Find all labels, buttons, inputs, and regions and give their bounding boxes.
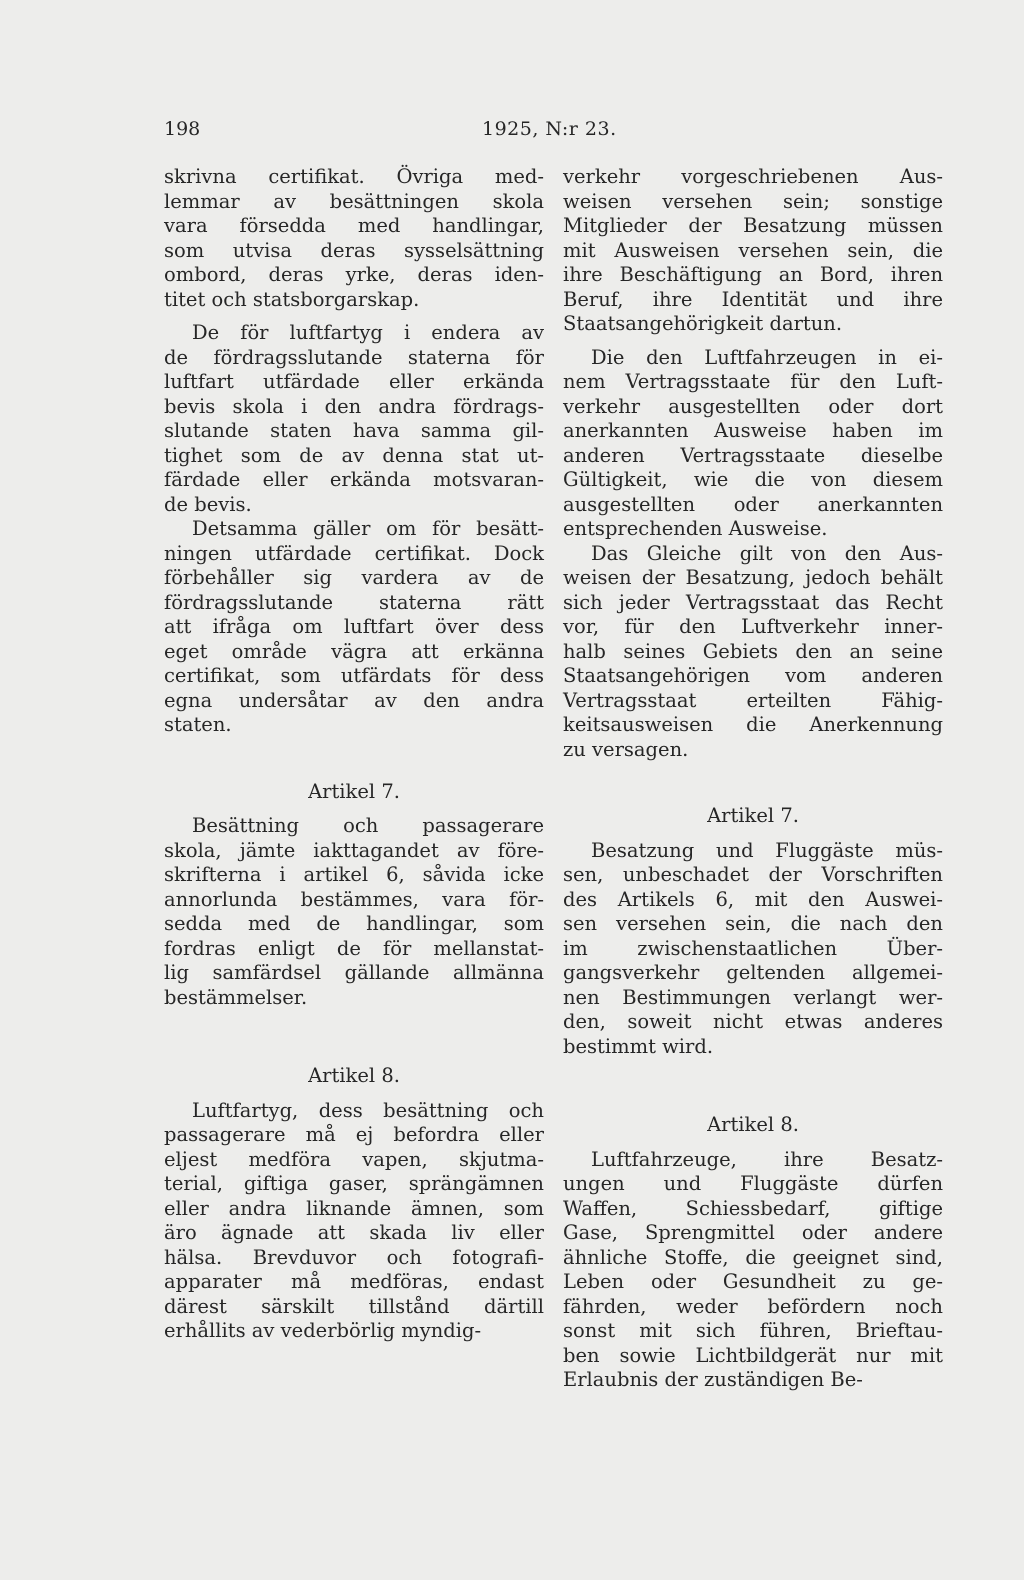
text-line: Vertragsstaat erteilten Fähig- xyxy=(563,688,943,712)
text-line: anerkannten Ausweise haben im xyxy=(563,419,943,442)
text-line: vara försedda med handlingar, xyxy=(164,214,544,237)
text-line: fördragsslutande staterna rätt xyxy=(164,590,544,614)
text-line: anderen Vertragsstaate dieselbe xyxy=(563,443,943,467)
art8-heading-right: Artikel 8. xyxy=(707,1113,799,1136)
text-line: ningen utfärdade certifikat. Dock xyxy=(164,541,544,565)
text-line: certifikat, som utfärdats för dess xyxy=(164,664,544,687)
text-line: sonst mit sich führen, Brieftau- xyxy=(563,1319,943,1342)
text-line: vor, für den Luftverkehr inner- xyxy=(563,615,943,638)
text-line: egna undersåtar av den andra xyxy=(164,688,544,712)
text-line: ihre Beschäftigung an Bord, ihren xyxy=(563,263,943,286)
text-line: Staatsangehörigkeit dartun. xyxy=(563,312,843,335)
text-line: bevis skola i den andra fördrags- xyxy=(164,394,544,418)
text-line: gangsverkehr geltenden allgemei- xyxy=(563,961,943,984)
text-line: lig samfärdsel gällande allmänna xyxy=(164,961,544,984)
paragraph-p3-left xyxy=(164,517,544,738)
text-line: halb seines Gebiets den an seine xyxy=(563,639,943,663)
art8-heading-left: Artikel 8. xyxy=(308,1064,400,1087)
paragraph-p1-right xyxy=(563,165,943,337)
text-line: ben sowie Lichtbildgerät nur mit xyxy=(563,1343,943,1367)
text-line: annorlunda bestämmes, vara för- xyxy=(164,887,544,911)
text-line: Luftfahrzeuge, ihre Besatz- xyxy=(591,1147,943,1171)
text-line: mit Ausweisen versehen sein, die xyxy=(563,238,943,262)
page-number: 198 xyxy=(164,118,201,140)
text-line: Waffen, Schiessbedarf, giftige xyxy=(563,1196,943,1220)
swedish-column xyxy=(164,165,544,1344)
text-line: ungen und Fluggäste dürfen xyxy=(563,1172,943,1195)
text-line: luftfart utfärdade eller erkända xyxy=(164,370,544,393)
german-column xyxy=(563,165,943,1393)
text-line: den, soweit nicht etwas anderes xyxy=(563,1010,943,1033)
text-line: Die den Luftfahrzeugen in ei- xyxy=(591,345,943,369)
text-line: weisen der Besatzung, jedoch behält xyxy=(563,566,943,589)
text-line: Mitglieder der Besatzung müssen xyxy=(563,214,943,237)
text-line: att ifråga om luftfart över dess xyxy=(164,615,544,638)
paragraph-p2-right xyxy=(563,346,943,542)
art7-heading-right: Artikel 7. xyxy=(707,804,799,827)
paragraph-art8-left xyxy=(164,1099,544,1344)
text-line: Luftfartyg, dess besättning och xyxy=(192,1098,544,1122)
text-line: Detsamma gäller om för besätt- xyxy=(192,517,544,540)
text-line: de fördragsslutande staterna för xyxy=(164,345,544,369)
text-line: Leben oder Gesundheit zu ge- xyxy=(563,1270,943,1293)
paragraph-art7-right xyxy=(563,839,943,1060)
text-line: Das Gleiche gilt von den Aus- xyxy=(591,541,943,565)
issue-number: 1925, N:r 23. xyxy=(482,118,617,140)
text-line: staten. xyxy=(164,713,232,736)
text-line: som utvisa deras sysselsättning xyxy=(164,238,544,262)
text-line: terial, giftiga gaser, sprängämnen xyxy=(164,1172,544,1195)
page-header xyxy=(164,118,764,148)
text-line: keitsausweisen die Anerkennung xyxy=(563,713,943,736)
text-line: entsprechenden Ausweise. xyxy=(563,517,828,540)
text-line: sen, unbeschadet der Vorschriften xyxy=(563,863,943,886)
text-line: Erlaubnis der zuständigen Be- xyxy=(563,1368,863,1391)
text-line: de bevis. xyxy=(164,492,252,516)
paragraph-art8-right xyxy=(563,1148,943,1393)
text-line: nem Vertragsstaate für den Luft- xyxy=(563,370,943,393)
text-line: Gase, Sprengmittel oder andere xyxy=(563,1221,943,1244)
text-line: ombord, deras yrke, deras iden- xyxy=(164,263,544,286)
text-line: De för luftfartyg i endera av xyxy=(192,321,544,344)
text-line: fährden, weder befördern noch xyxy=(563,1294,943,1318)
text-line: zu versagen. xyxy=(563,737,689,761)
text-line: fordras enligt de för mellanstat- xyxy=(164,936,544,960)
text-line: eget område vägra att erkänna xyxy=(164,639,544,663)
paragraph-p1-left xyxy=(164,165,544,312)
text-line: sen versehen sein, die nach den xyxy=(563,912,943,935)
text-line: verkehr vorgeschriebenen Aus- xyxy=(563,165,943,188)
text-line: Gültigkeit, wie die von diesem xyxy=(563,468,943,491)
text-line: apparater må medföras, endast xyxy=(164,1270,544,1293)
text-line: passagerare må ej befordra eller xyxy=(164,1123,544,1146)
text-line: eller andra liknande ämnen, som xyxy=(164,1196,544,1220)
text-line: bestimmt wird. xyxy=(563,1034,714,1058)
text-line: färdade eller erkända motsvaran- xyxy=(164,468,544,491)
text-line: förbehåller sig vardera av de xyxy=(164,566,544,589)
paragraph-p2-left xyxy=(164,321,544,517)
text-line: lemmar av besättningen skola xyxy=(164,189,544,213)
text-line: sedda med de handlingar, som xyxy=(164,912,544,935)
text-line: sich jeder Vertragsstaat das Recht xyxy=(563,590,943,614)
text-line: verkehr ausgestellten oder dort xyxy=(563,394,943,418)
text-line: erhållits av vederbörlig myndig- xyxy=(164,1319,482,1342)
text-line: im zwischenstaatlichen Über- xyxy=(563,936,943,960)
paragraph-art7-left xyxy=(164,814,544,1010)
text-line: bestämmelser. xyxy=(164,985,308,1009)
text-line: Besättning och passagerare xyxy=(192,814,544,837)
text-line: hälsa. Brevduvor och fotografi- xyxy=(164,1245,544,1269)
text-line: titet och statsborgarskap. xyxy=(164,287,420,311)
text-line: därest särskilt tillstånd därtill xyxy=(164,1294,544,1318)
text-line: skola, jämte iakttagandet av före- xyxy=(164,838,544,862)
text-line: weisen versehen sein; sonstige xyxy=(563,189,943,213)
text-line: äro ägnade att skada liv eller xyxy=(164,1221,544,1244)
text-line: Besatzung und Fluggäste müs- xyxy=(591,838,943,862)
text-line: Beruf, ihre Identität und ihre xyxy=(563,287,943,311)
paragraph-p3-right xyxy=(563,542,943,763)
text-line: Staatsangehörigen vom anderen xyxy=(563,664,943,687)
text-line: slutande staten hava samma gil- xyxy=(164,419,544,442)
text-line: ähnliche Stoffe, die geeignet sind, xyxy=(563,1245,943,1269)
text-line: nen Bestimmungen verlangt wer- xyxy=(563,985,943,1009)
text-line: tighet som de av denna stat ut- xyxy=(164,443,544,467)
text-line: des Artikels 6, mit den Auswei- xyxy=(563,887,943,911)
text-line: ausgestellten oder anerkannten xyxy=(563,492,943,516)
art7-heading-left: Artikel 7. xyxy=(308,779,400,803)
text-line: eljest medföra vapen, skjutma- xyxy=(164,1147,544,1171)
text-line: skrivna certifikat. Övriga med- xyxy=(164,165,544,188)
text-line: skrifterna i artikel 6, såvida icke xyxy=(164,863,544,886)
